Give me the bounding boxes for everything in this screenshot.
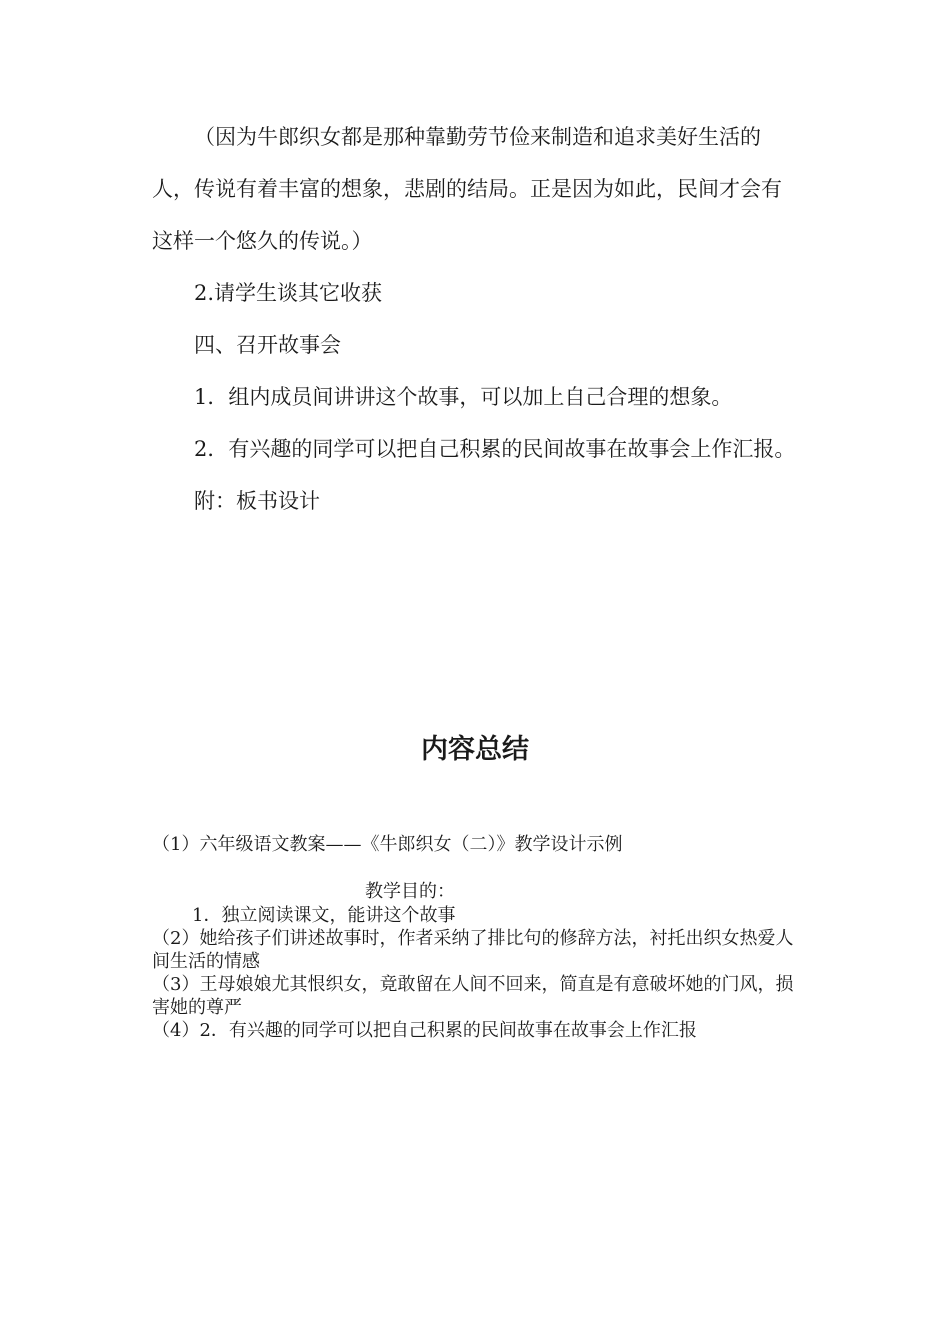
summary-goal-label: 教学目的： <box>365 881 455 902</box>
summary-item: （2）她给孩子们讲述故事时，作者采纳了排比句的修辞方法，衬托出织女热爱人间生活的情感 <box>152 928 794 972</box>
summary-item: （3）王母娘娘尤其恨织女，竟敢留在人间不回来，简直是有意破坏她的门风，损害她的尊严 <box>152 974 794 1018</box>
paragraph-section-four: 四、召开故事会 <box>194 333 341 357</box>
paragraph-board-design: 附：板书设计 <box>194 489 320 513</box>
paragraph-step-two: 2．有兴趣的同学可以把自己积累的民间故事在故事会上作汇报。 <box>194 437 796 461</box>
summary-list <box>152 927 797 1042</box>
paragraph-explanation: （因为牛郎织女都是那种靠勤劳节俭来制造和追求美好生活的人，传说有着丰富的想象，悲剧的结局。正是因为如此，民间才会有这样一个悠久的传说。） <box>152 125 782 253</box>
body-text <box>152 111 800 527</box>
summary-title: 内容总结 <box>421 734 529 765</box>
summary-item: （4）2．有兴趣的同学可以把自己积累的民间故事在故事会上作汇报 <box>152 1020 697 1041</box>
paragraph-other-gains: 2.请学生谈其它收获 <box>194 281 383 305</box>
summary-goal-item: 1．独立阅读课文，能讲这个故事 <box>192 905 456 926</box>
paragraph-step-one: 1．组内成员间讲讲这个故事，可以加上自己合理的想象。 <box>194 385 733 409</box>
summary-heading: （1）六年级语文教案——《牛郎织女（二）》教学设计示例 <box>152 834 623 855</box>
